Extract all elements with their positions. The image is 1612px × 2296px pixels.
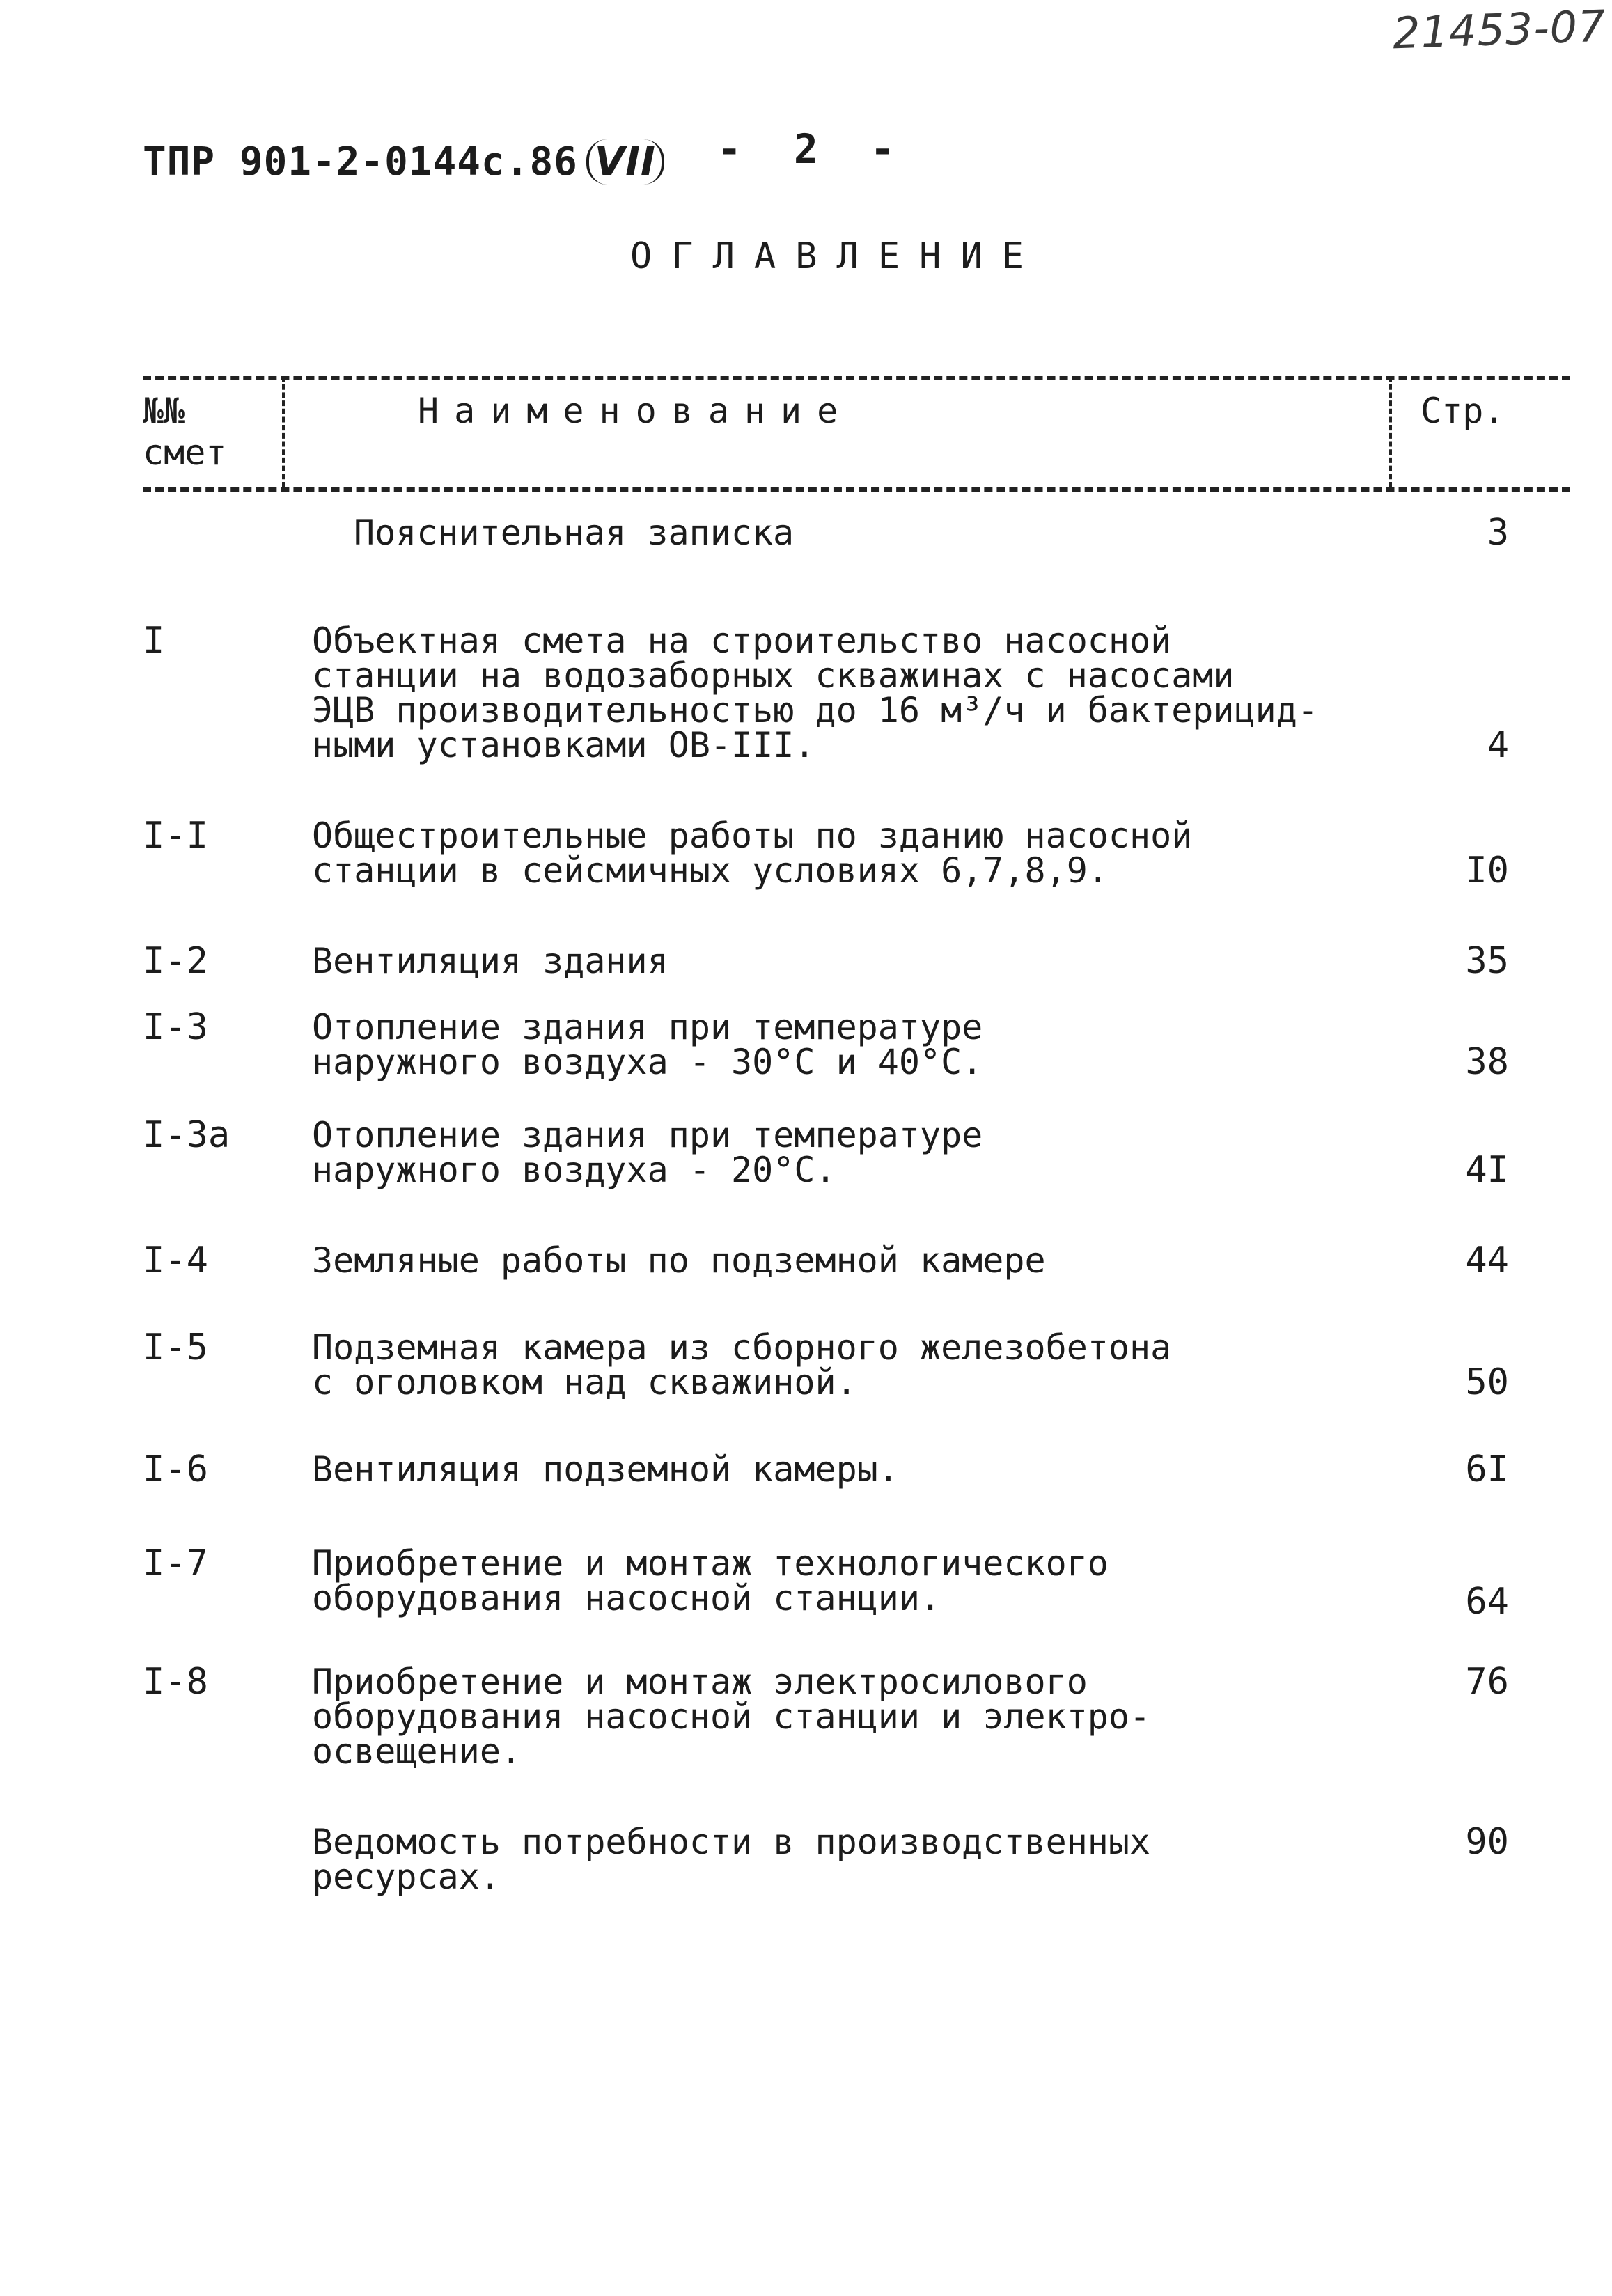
- document-volume: VII: [586, 139, 664, 185]
- page-number: - 2 -: [717, 125, 909, 173]
- toc-entry-title: Приобретение и монтаж электросилового оборудования насосной станции и электро- освещение.: [312, 1662, 1151, 1772]
- toc-entry-page: 44: [1465, 1240, 1509, 1281]
- header-bottom-rule: [143, 487, 1570, 492]
- page-title: ОГЛАВЛЕНИЕ: [630, 235, 1044, 277]
- toc-entry-page: 50: [1465, 1361, 1509, 1403]
- toc-entry-code: I-3: [143, 1006, 208, 1048]
- toc-entry-page: 4: [1487, 724, 1509, 766]
- toc-entry-page: 38: [1465, 1041, 1509, 1083]
- toc-entry-title: Общестроительные работы по зданию насосной станции в сейсмичных условиях 6,7,8,9.: [312, 815, 1193, 891]
- toc-entry-title: Пояснительная записка: [354, 513, 795, 553]
- toc-entry-title: Вентиляция подземной камеры.: [312, 1449, 899, 1490]
- toc-entry-title: Ведомость потребности в производственных ресурсах.: [312, 1822, 1151, 1897]
- toc-entry-code: I: [143, 620, 165, 662]
- toc-entry-page: 35: [1465, 940, 1509, 982]
- toc-entry-page: 3: [1487, 512, 1509, 554]
- toc-entry-code: I-8: [143, 1661, 208, 1703]
- archive-number: 21453-07: [1391, 0, 1607, 59]
- toc-entry-code: I-I: [143, 815, 208, 857]
- toc-entry-title: Отопление здания при температуре наружного воздуха - 20°С.: [312, 1115, 983, 1190]
- toc-entry-title: Приобретение и монтаж технологического оборудования насосной станции.: [312, 1543, 1109, 1618]
- toc-entry-title: Отопление здания при температуре наружного воздуха - 30°С и 40°С.: [312, 1007, 983, 1082]
- toc-entry-title: Земляные работы по подземной камере: [312, 1240, 1046, 1281]
- toc-entry-page: I0: [1465, 850, 1509, 891]
- header-name-column: Наименование: [418, 391, 854, 431]
- toc-entry-title: Подземная камера из сборного железобетона с оголовком над скважиной.: [312, 1327, 1172, 1403]
- toc-entry-page: 76: [1465, 1661, 1509, 1703]
- header-separator-right: [1389, 376, 1392, 487]
- header-separator-left: [282, 376, 285, 487]
- toc-entry-code: I-6: [143, 1448, 208, 1490]
- toc-entry-code: I-5: [143, 1327, 208, 1368]
- toc-entry-code: I-4: [143, 1240, 208, 1281]
- toc-entry-code: I-7: [143, 1543, 208, 1584]
- document-code-text: ТПР 901-2-0144с.86: [143, 139, 578, 185]
- toc-entry-page: 64: [1465, 1581, 1509, 1623]
- toc-entry-code: I-3а: [143, 1114, 230, 1156]
- document-code: [143, 139, 664, 185]
- toc-entry-page: 4I: [1465, 1149, 1509, 1191]
- header-number-column: №№ смет: [143, 391, 227, 473]
- toc-entry-page: 6I: [1465, 1448, 1509, 1490]
- toc-entry-title: Объектная смета на строительство насосной станции на водозаборных скважинах с насосами ЭЦВ производительностью до 16 м³/ч и бактерицид- ными установками ОВ-III.: [312, 620, 1318, 765]
- toc-entry-title: Вентиляция здания: [312, 941, 668, 981]
- header-top-rule: [143, 376, 1570, 380]
- toc-entry-code: I-2: [143, 940, 208, 982]
- toc-entry-page: 90: [1465, 1821, 1509, 1863]
- header-page-column: Стр.: [1421, 391, 1505, 431]
